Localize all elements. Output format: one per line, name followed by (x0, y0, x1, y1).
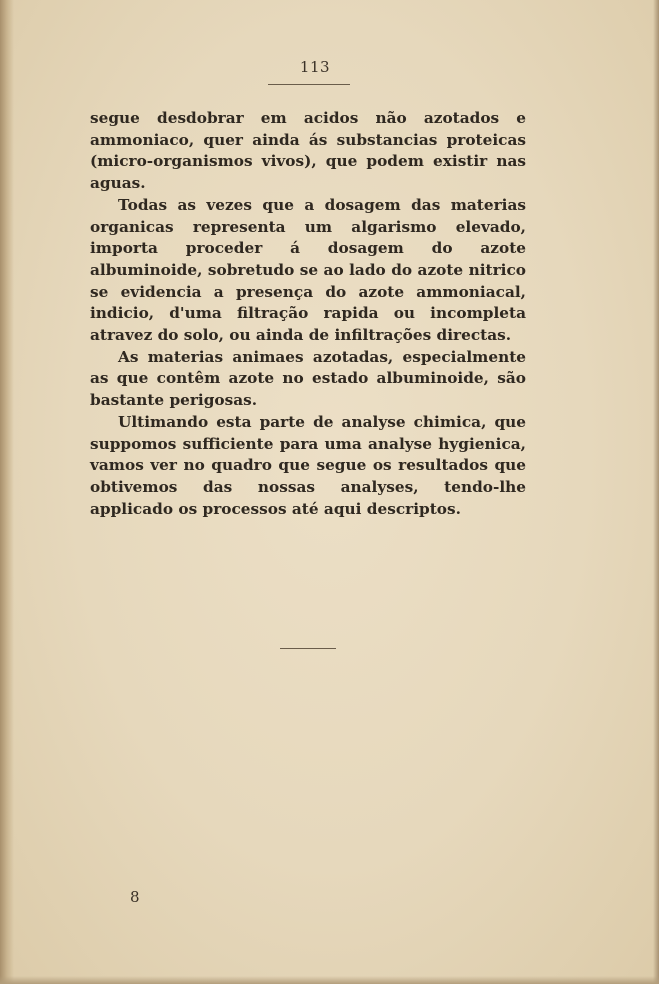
header-rule (268, 84, 350, 85)
page-right-edge (653, 0, 659, 984)
page-binding-edge (0, 0, 14, 984)
paragraph-3: As materias animaes azotadas, especialmente as que contêm azote no estado albuminoide, são bastante perigosas. (90, 347, 526, 410)
paragraph-1: segue desdobrar em acidos não azotados e ammoniaco, quer ainda ás substancias proteicas (micro-organismos vivos), que podem existir nas aguas. (90, 109, 526, 193)
page-number: 113 (299, 58, 331, 76)
section-end-rule (280, 648, 336, 649)
page-bottom-edge (0, 976, 659, 984)
signature-mark: 8 (130, 888, 140, 906)
paragraph-4: Ultimando esta parte de analyse chimica, que suppomos sufficiente para uma analyse hygienica, vamos ver no quadro que segue os resultados que obtivemos das nossas analyses, tendo-lhe applicado os processos até aqui descriptos. (90, 412, 526, 518)
body-text (90, 108, 526, 520)
paragraph-2: Todas as vezes que a dosagem das materias organicas representa um algarismo elevado, importa proceder á dosagem do azote albuminoide, sobretudo se ao lado do azote nitrico se evidencia a presença do azote ammoniacal, indicio, d'uma filtração rapida ou incompleta atravez do solo, ou ainda de infiltrações directas. (90, 195, 526, 345)
